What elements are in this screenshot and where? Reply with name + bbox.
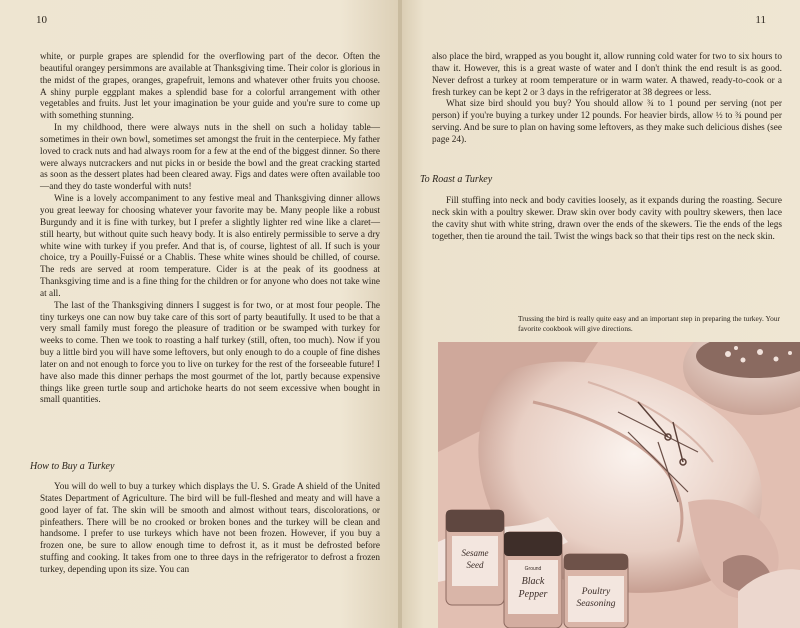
right-body-text — [432, 52, 782, 147]
paragraph: In my childhood, there were always nuts in the shell on such a holiday table—sometimes in their own bowl, sometimes set amongst the fruit in the centerpiece. My father loved to crack nuts and had always room for a few at the end of the biggest dinner. So there were always nutcrackers and nut picks in or beside the bowl and the great cracking started as soon as the dessert plates had been cleared away. Figs and dates were often available too—and they do taste wonderful with nuts! — [40, 123, 380, 193]
paragraph: Wine is a lovely accompaniment to any festive meal and Thanksgiving dinner allows you great leeway for choosing whatever your favorite may be. Many people like a robust Burgundy and it is fine with turkey, but I prefer a slightly lighter red wine like a claret—still hearty, but without quite such heavy body. It is also entirely permissible to serve a dry white wine with turkey if you prefer. And that is, of course, lightest of all. If such is your choice, try a Pouilly-Fuissé or a Chablis. These white wines should be chilled, of course. The reds are served at room temperature. Cider is at the peak of its goodness at Thanksgiving time and is a fine thing for the children or for anyone who does not take wine at all. — [40, 194, 380, 299]
paragraph: white, or purple grapes are splendid for the overflowing part of the decor. Often the beautiful orangey persimmons are available at Thanksgiving time. Their color is glorious in the midst of the grapes, oranges, grapefruit, lemons and whatever other fruits you choose. A shiny purple eggplant makes a splendid base for a colorful arrangement with other vegetables and fruits. Just let your imagination be your guide and you're sure to come up with something stunning. — [40, 52, 380, 122]
jar-label: Ground — [524, 566, 542, 572]
paragraph: Fill stuffing into neck and body cavities loosely, as it expands during the roasting. Secure neck skin with a poultry skewer. Draw skin over body cavity with poultry skewers, then lace the cavity shut with white string, drawn over the ends of the skewers. Tie the ends of the legs together, then tie around the tail. Twist the wings back so that their tips rest on the neck skin. — [432, 196, 782, 242]
jar-label: Black — [521, 576, 545, 587]
jar-label: Poultry — [581, 587, 611, 597]
paragraph: The last of the Thanksgiving dinners I suggest is for two, or at most four people. The tiny turkeys one can now buy take care of this sort of party beautifully. It used to be that a very small family must forego the pleasure of tradition or be swamped with turkey for weeks to come. Then we took to roasting a half turkey (still, often, too much). Now if you buy a little bird you will have some leftovers, but only enough to do a couple of fine dishes later on and not enough to force you to live on turkey for the rest of the forseeable future! I have also made this dinner perhaps the most gourmet of the lot, partly because expensive things like green turtle soup and artichoke hearts do not seem excessive when bought in small quantities. — [40, 300, 380, 406]
jar-sesame-seed — [446, 510, 504, 605]
photo-illustration — [438, 342, 800, 628]
paragraph: What size bird should you buy? You should allow ¾ to 1 pound per serving (not per person) if you're buying a turkey under 12 pounds. For heavier birds, allow ½ to ¾ pound per serving. And be sure to plan on having some leftovers, as they make such delicious dishes (see page 24). — [432, 99, 782, 145]
jar-label: Sesame — [461, 548, 489, 558]
jar-label: Seasoning — [576, 599, 616, 609]
jar-black-pepper — [504, 532, 562, 628]
jar-label: Seed — [466, 560, 484, 570]
section-heading-buy-turkey: How to Buy a Turkey — [30, 461, 115, 472]
left-body-text — [40, 52, 380, 407]
paragraph: You will do well to buy a turkey which displays the U. S. Grade A shield of the United States Department of Agriculture. The bird will be full-fleshed and meaty and will have a good layer of fat. The skin will be smooth and almost without tears, discolorations, or pinfeathers. There will be no crooked or broken bones and the turkey will be clean and handsome. I prefer to use turkeys which have not been frozen. However, if you buy a frozen one, be sure to allow enough time to defrost it, as it must be defrosted before stuffing and cooking. It takes from one to three days in the refrigerator to defrost a frozen turkey, depending upon its size. You can — [40, 482, 380, 575]
paragraph: also place the bird, wrapped as you bought it, allow running cold water for two to six hours to thaw it. However, this is a great waste of water and I don't think the end result is as good. Never defrost a turkey at room temperature or in warm water. A thawed, ready-to-cook or a fresh turkey can be kept 2 or 3 days in the refrigerator at 38 degrees or less. — [432, 52, 782, 98]
right-body-text-2 — [432, 196, 782, 243]
right-page — [400, 0, 800, 628]
photo-caption: Trussing the bird is really quite easy and an important step in preparing the turkey. Your favorite cookbook will give directions. — [518, 314, 780, 333]
page-number: 11 — [755, 14, 766, 26]
jar-poultry-seasoning — [564, 554, 628, 628]
page-number: 10 — [36, 14, 47, 26]
book-gutter — [398, 0, 402, 628]
trussing-photo — [438, 342, 800, 628]
section-heading-roast-turkey: To Roast a Turkey — [420, 174, 493, 185]
jar-label: Pepper — [518, 589, 548, 600]
left-body-text-2 — [40, 482, 380, 577]
